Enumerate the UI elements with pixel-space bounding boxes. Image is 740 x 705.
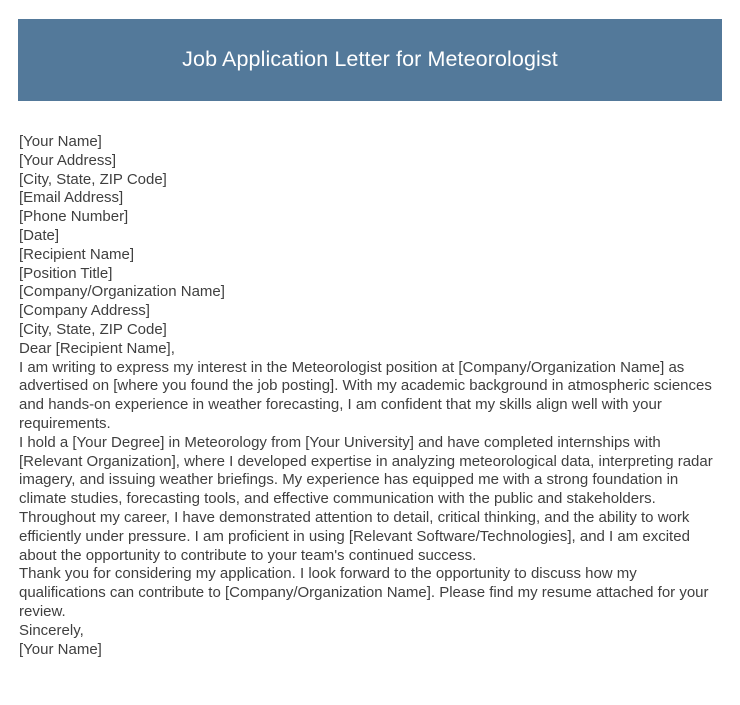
header-line: [Phone Number] [19,208,129,226]
signature: [Your Name] [19,640,102,658]
letter-paragraph: I am writing to express my interest in the Meteorologist position at [Company/Organization Name] as advertised on [where you found the job posting]. With my academic background in atmospheric sciences and hands-on experience in weather forecasting, I am confident that my skills align well with your requirements. [19,358,712,432]
header-line: [Email Address] [19,189,124,207]
header-line: [Date] [19,226,60,244]
salutation: Dear [Recipient Name], [19,339,175,357]
closing: Sincerely, [19,621,84,639]
letter-content [19,133,716,659]
header-line: [Your Address] [19,151,117,169]
header-line: [Position Title] [19,264,113,282]
letter-paragraph: I hold a [Your Degree] in Meteorology from [Your University] and have completed internships with [Relevant Organization], where I developed expertise in analyzing meteorological data, interpreting radar imagery, and issuing weather briefings. My experience has equipped me with a strong foundation in climate studies, forecasting tools, and effective communication with the public and stakeholders. [19,433,713,508]
header-line: [City, State, ZIP Code] [19,170,167,188]
letter-paragraph: Throughout my career, I have demonstrated attention to detail, critical thinking, and the ability to work efficiently under pressure. I am proficient in using [Relevant Software/Technologies], and I am excited about the opportunity to contribute to your team's continued success. [19,508,690,564]
letter-paragraph: Thank you for considering my application. I look forward to the opportunity to discuss how my qualifications can contribute to [Company/Organization Name]. Please find my resume attached for your review. [19,565,709,620]
header-line: [Your Name] [19,133,102,150]
document-header-banner [18,19,722,101]
header-line: [Company/Organization Name] [19,283,225,301]
header-line: [Recipient Name] [19,245,135,263]
sender-recipient-block [19,133,716,340]
page-title: Job Application Letter for Meteorologist [182,47,558,72]
header-line: [Company Address] [19,302,150,320]
header-line: [City, State, ZIP Code] [19,320,167,338]
